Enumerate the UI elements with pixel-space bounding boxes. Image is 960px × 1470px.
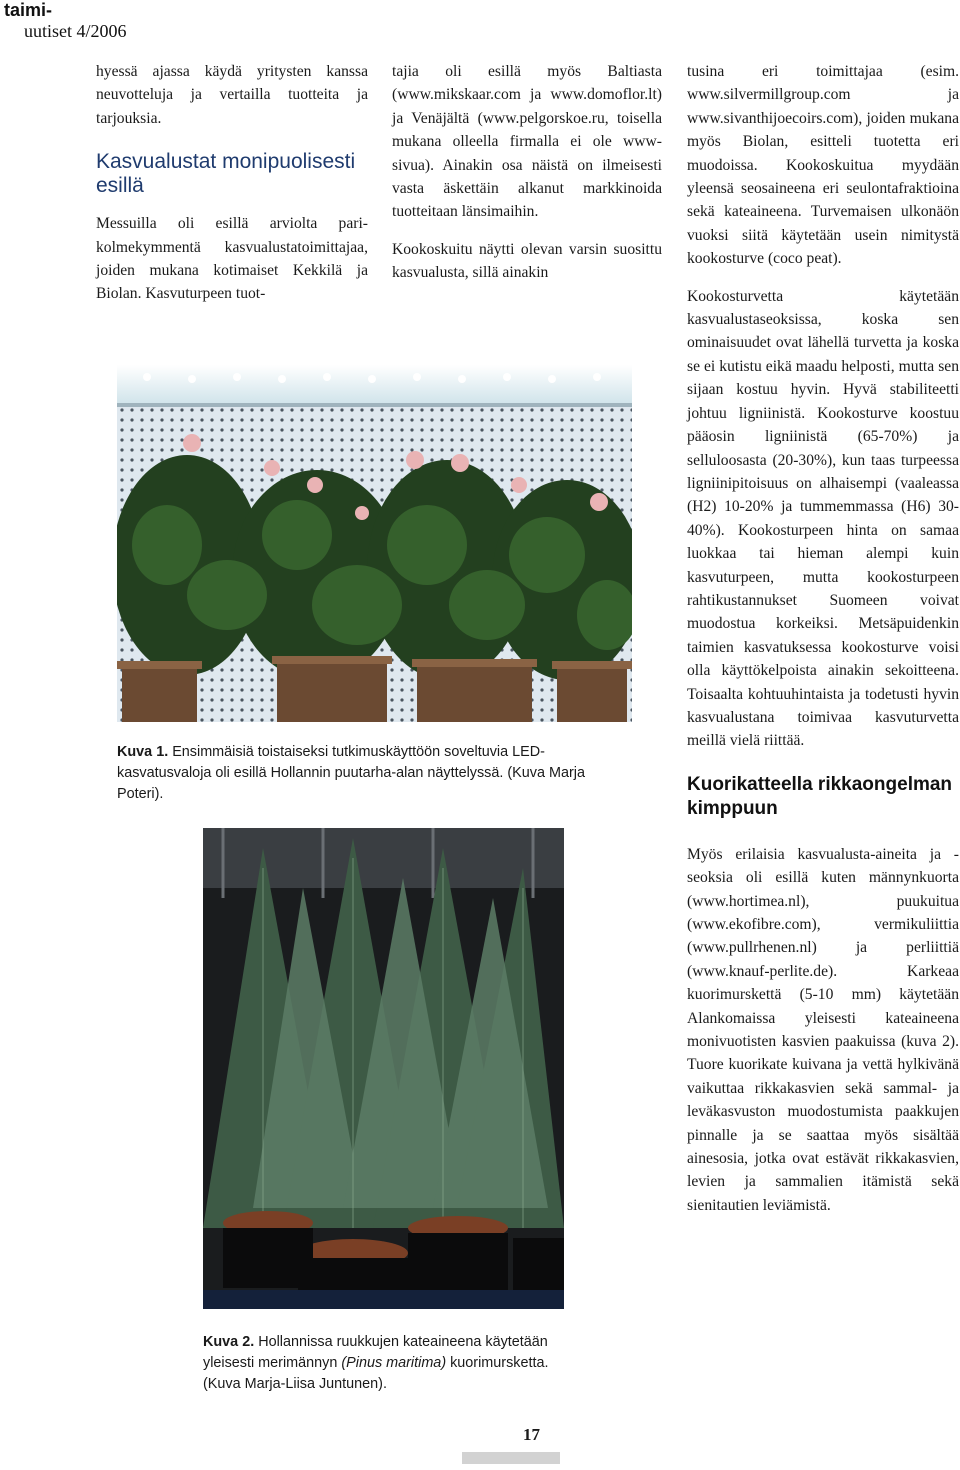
column-1 <box>96 60 368 320</box>
page-number: 17 <box>523 1425 540 1444</box>
figure-2-text-italic: (Pinus maritima) <box>341 1355 447 1371</box>
figure-1-label: Kuva 1. <box>117 744 169 760</box>
photo-led-lights-roses <box>117 365 632 722</box>
intro-paragraph: hyessä ajassa käydä yritysten kanssa neuvotteluja ja vertailla tuotteita ja tarjouksia. <box>96 63 368 127</box>
figure-1-caption <box>117 742 634 805</box>
section-heading-kasvualustat: Kasvualustat monipuolisesti esillä <box>96 150 356 198</box>
figure-2-text-pre: Hollannissa ruukkujen kateaineena käytetään yleisesti merimännyn <box>203 1334 548 1371</box>
page-number-bar <box>462 1452 560 1464</box>
figure-2-label: Kuva 2. <box>203 1334 255 1350</box>
paragraph: Messuilla oli esillä arviolta pari-kolmekymmentä kasvualustatoimittajaa, joiden mukana kotimaiset Kekkilä ja Biolan. Kasvuturpeen tuot- <box>96 215 368 303</box>
paragraph: Kookoskuitu näytti olevan varsin suosittu kasvualusta, sillä ainakin <box>392 240 662 282</box>
figure-2-text-post: kuorimursketta. (Kuva Marja-Liisa Juntunen). <box>203 1355 549 1392</box>
paragraph: tajia oli esillä myös Baltiasta (www.mikskaar.com ja www.domoflor.lt) ja Venäjältä (www.pelgorskoe.ru, toisella mukana olleella firmalla ei ole www-sivua). Ainakin osa näistä on ilmeisesti vasta äskettäin alkanut markkinoida tuotteitaan länsimaihin. <box>392 63 662 221</box>
paragraph: Kookosturvetta käytetään kasvualustaseoksissa, koska sen ominaisuudet ovat lähellä turvetta ja koska se ei kutistu eikä maadu helposti, mutta sen sijaan kostuu hyvin. Hyvä stabiliteetti johtuu ligniinistä. Kookosturve koostuu pääosin ligniinistä (65-70%) ja selluloosasta (20-30%), kun taas turpeessa ligniinipitoisuus on alhaisempi (vaaleassa (H2) 10-20% ja tummemmassa (H6) 30-40%). Kookosturpeen hinta on samaa luokkaa tai hieman alempi kuin kasvuturpeen, mutta kookosturpeen rahtikustannukset Suomeen voivat muodostua korkeiksi. Metsäpuidenkin taimien kasvatuksessa kookosturve voisi olla käyttökelpoista ainakin sekoitteena. Toisaalta kohtuuhintaista ja todetusti hyvin kasvualustana toimivaa kasvuturvetta meillä vielä riittää. <box>687 287 959 750</box>
issue-label: uutiset 4/2006 <box>24 20 127 41</box>
figure-1-text: Ensimmäisiä toistaiseksi tutkimuskäyttöön soveltuvia LED-kasvatusvaloja oli esillä Hollannin puutarha-alan näyttelyssä. (Kuva Marja Poteri). <box>117 744 585 802</box>
paragraph: tusina eri toimittajaa (esim. www.silvermillgroup.com ja www.sivanthijoecoirs.com), joiden mukana myös Biolan, esitteli tuotetta eri muodoissa. Kookoskuitua myydään yleensä seosaineena eri seulontafraktioina sekä kateaineena. Turvemaisen ulkonäön vuoksi siitä käytetään usein nimitystä kookosturve (coco peat). <box>687 63 959 268</box>
column-2 <box>392 60 662 299</box>
figure-2-caption <box>203 1332 565 1395</box>
column-3 <box>687 60 959 1231</box>
photo-conifer-seedlings-bark-mulch <box>203 828 564 1309</box>
section-heading-kuorikatteella: Kuorikatteella rikkaongelman kimppuun <box>687 773 953 819</box>
paragraph: Myös erilaisia kasvualusta-aineita ja -seoksia oli esillä kuten männynkuorta (www.hortimea.nl), puukuitua (www.ekofibre.com), vermikuliittia (www.pullrhenen.nl) ja perliittiä (www.knauf-perlite.de). Karkeaa kuorimurskettä (5-10 mm) käytetään Alankomaissa yleisesti kateaineena monivuotisten kasvien paakuissa (kuva 2). Tuore kuorikate kuivana ja vettä hylkivänä vaikuttaa rikkakasvien sekä sammal- ja leväkasvuston muodostumista paakkujen pinnalle ja se saattaa myös sisältää ainesosia, jotka ovat estävät rikkakasvien, levien ja sammalien itämistä sekä sienitautien leviämistä. <box>687 845 959 1214</box>
magazine-name: taimi- <box>4 0 53 20</box>
page-header <box>4 0 127 41</box>
